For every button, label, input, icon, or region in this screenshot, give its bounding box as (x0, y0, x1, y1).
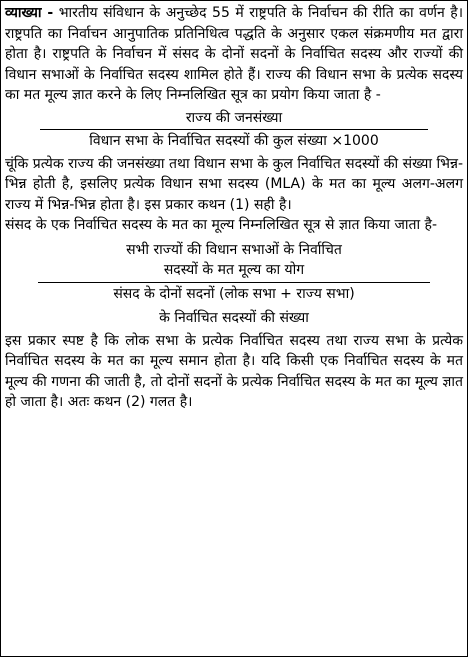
explanation-paragraph-3: संसद के एक निर्वाचित सदस्य के मत का मूल्य निम्नलिखित सूत्र से ज्ञात किया जाता है- (5, 217, 438, 233)
document-body (5, 3, 463, 413)
formula1-fraction-bar (40, 129, 428, 130)
explanation-paragraph-2: चूंकि प्रत्येक राज्य की जनसंख्या तथा विधान सभा के कुल निर्वाचित सदस्यों की संख्या भिन्न-भिन्न होती है, इसलिए प्रत्येक विधान सभा सदस्य (MLA) के मत का मूल्य अलग-अलग राज्य में भिन्न-भिन्न होता है। इस प्रकार कथन (1) सही है। (5, 155, 463, 213)
explanation-text-1: भारतीय संविधान के अनुच्छेद 55 में राष्ट्रपति के निर्वाचन की रीति का वर्णन है। राष्ट्रपति का निर्वाचन आनुपातिक प्रतिनिधित्व पद्धति के अनुसार एकल संक्रमणीय मत द्वारा होता है। राष्ट्रपति के निर्वाचन में संसद के दोनों सदनों के निर्वाचित सदस्य और राज्यों की विधान सभाओं के निर्वाचित सदस्य शामिल होते हैं। राज्य की विधान सभा के प्रत्येक सदस्य का मत मूल्य ज्ञात करने के लिए निम्नलिखित सूत्र का प्रयोग किया जाता है - (5, 5, 464, 103)
formula-mla-vote-value (5, 108, 463, 152)
formula2-fraction-bar (38, 282, 430, 283)
explanation-paragraph-4: इस प्रकार स्पष्ट है कि लोक सभा के प्रत्येक निर्वाचित सदस्य तथा राज्य सभा के प्रत्येक निर्वाचित सदस्य के मत का मूल्य समान होता है। यदि किसी एक निर्वाचित सदस्य के मत मूल्य की गणना की जाती है, तो दोनों सदनों के प्रत्येक निर्वाचित सदस्य के मत का मूल्य ज्ञात हो जाता है। अतः कथन (2) गलत है। (5, 332, 463, 410)
formula1-denominator: विधान सभा के निर्वाचित सदस्यों की कुल संख्या ×1000 (89, 133, 379, 149)
formula2-numerator-line1: सभी राज्यों की विधान सभाओं के निर्वाचित (126, 241, 342, 258)
formula2-denominator-line2: के निर्वाचित सदस्यों की संख्या (159, 310, 309, 326)
formula1-numerator: राज्य की जनसंख्या (185, 109, 283, 126)
explanation-label: व्याख्या - (5, 5, 54, 21)
formula2-numerator-line2: सदस्यों के मत मूल्य का योग (163, 262, 305, 278)
formula-mp-vote-value (5, 240, 463, 329)
formula2-denominator-line1: संसद के दोनों सदनों (लोक सभा + राज्य सभा) (113, 285, 355, 302)
explanation-paragraph-1 (5, 3, 463, 106)
